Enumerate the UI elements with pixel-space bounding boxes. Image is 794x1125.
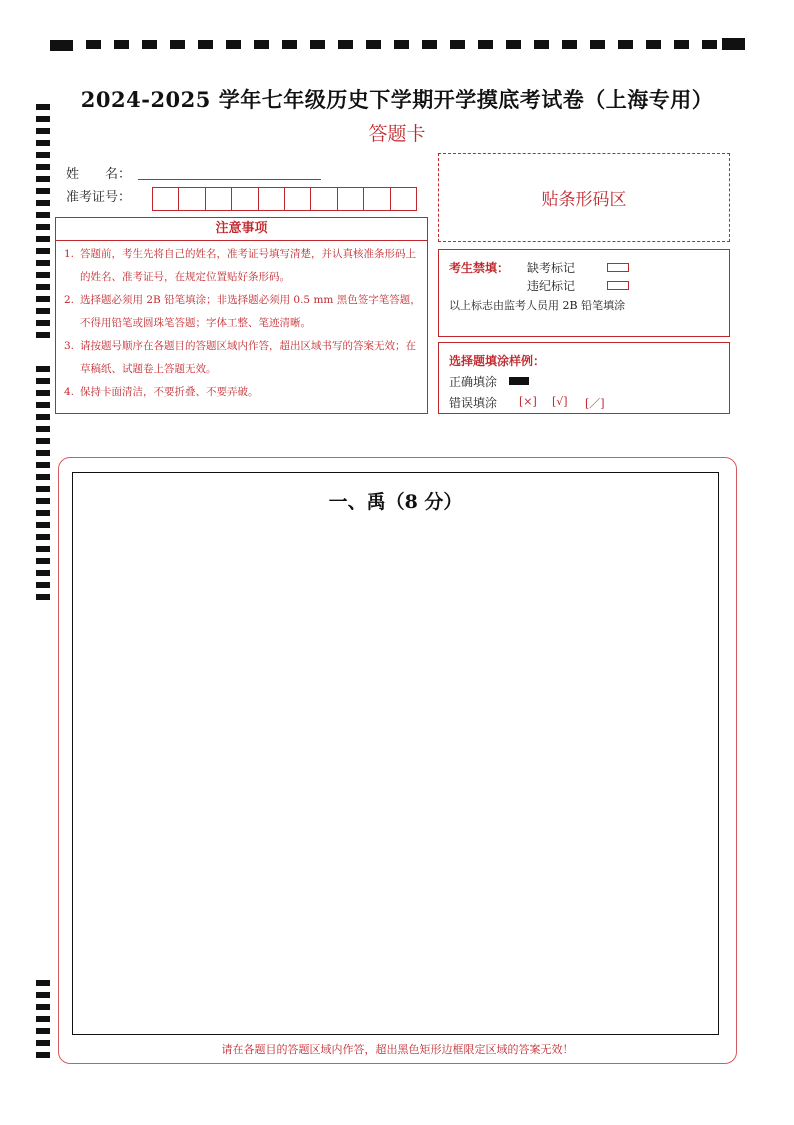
id-digit-box[interactable] bbox=[364, 188, 390, 210]
id-digit-box[interactable] bbox=[311, 188, 337, 210]
forbidden-label: 考生禁填： bbox=[449, 261, 510, 275]
notice-item: 3. 请按题号顺序在各题目的答题区域内作答，超出区域书写的答案无效；在草稿纸、试题卷上答题无效。 bbox=[64, 340, 416, 375]
notice-list bbox=[55, 241, 428, 414]
id-digit-box[interactable] bbox=[391, 188, 416, 210]
section-title: 一、禹（8 分） bbox=[328, 491, 463, 513]
absent-mark-label: 缺考标记 bbox=[527, 261, 576, 275]
id-digit-box[interactable] bbox=[153, 188, 179, 210]
forbidden-box bbox=[438, 249, 730, 337]
wrong-fill-cross: [×] bbox=[519, 395, 537, 408]
id-digit-box[interactable] bbox=[259, 188, 285, 210]
notice-heading: 注意事项 bbox=[55, 217, 428, 241]
name-input-line[interactable] bbox=[138, 178, 321, 180]
answer-box[interactable] bbox=[72, 472, 719, 1035]
name-label: 姓 名： bbox=[66, 167, 132, 182]
barcode-area bbox=[438, 153, 730, 242]
violation-mark-label: 违纪标记 bbox=[527, 279, 576, 293]
id-digit-box[interactable] bbox=[232, 188, 258, 210]
wrong-fill-check: [√] bbox=[552, 395, 568, 408]
wrong-fill-label: 错误填涂 bbox=[449, 396, 498, 410]
barcode-label: 贴条形码区 bbox=[541, 190, 627, 210]
id-digit-box[interactable] bbox=[206, 188, 232, 210]
id-digit-box[interactable] bbox=[179, 188, 205, 210]
fill-sample-box bbox=[438, 342, 730, 414]
id-digit-box[interactable] bbox=[338, 188, 364, 210]
forbidden-note: 以上标志由监考人员用 2B 铅笔填涂 bbox=[449, 299, 626, 312]
correct-fill-sample bbox=[509, 377, 529, 385]
notice-item: 2. 选择题必须用 2B 铅笔填涂；非选择题必须用 0.5 mm 黑色签字笔答题，不得用铅笔或圆珠笔答题；字体工整、笔迹清晰。 bbox=[64, 294, 421, 329]
fill-sample-label: 选择题填涂样例： bbox=[449, 354, 546, 368]
answer-card-subtitle: 答题卡 bbox=[368, 123, 426, 145]
violation-mark-box[interactable] bbox=[607, 281, 629, 290]
absent-mark-box[interactable] bbox=[607, 263, 629, 272]
exam-title: 2024-2025 学年七年级历史下学期开学摸底考试卷（上海专用） bbox=[80, 87, 714, 112]
correct-fill-label: 正确填涂 bbox=[449, 375, 498, 389]
id-label: 准考证号： bbox=[66, 190, 132, 205]
notice-item: 1. 答题前，考生先将自己的姓名，准考证号填写清楚，并认真核准条形码上的姓名、准考证号，在规定位置贴好条形码。 bbox=[64, 248, 416, 283]
id-digit-box[interactable] bbox=[285, 188, 311, 210]
notice-item: 4. 保持卡面清洁，不要折叠、不要弄破。 bbox=[64, 386, 259, 398]
wrong-fill-slash: [／] bbox=[585, 397, 605, 410]
exam-id-boxes[interactable] bbox=[152, 187, 417, 211]
footer-warning: 请在各题目的答题区域内作答，超出黑色矩形边框限定区域的答案无效！ bbox=[221, 1043, 574, 1056]
